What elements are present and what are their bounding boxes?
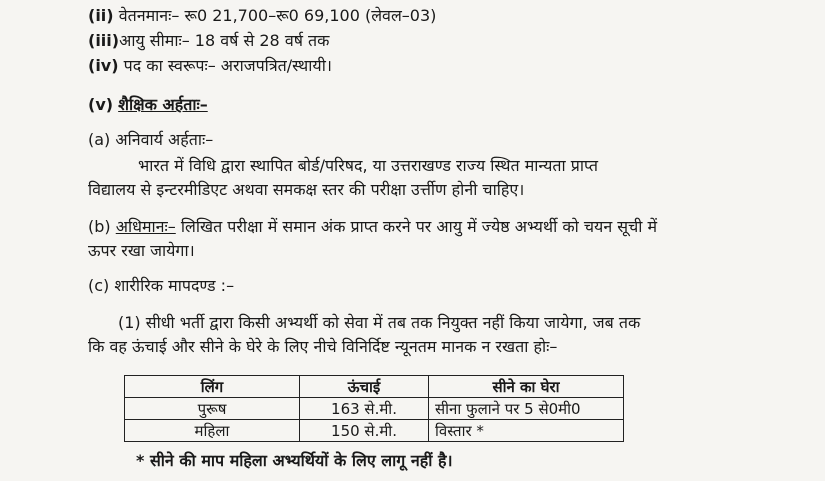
education-number: (v) <box>88 95 114 114</box>
preference-text-2: ऊपर रखा जायेगा। <box>88 241 195 260</box>
table-cell-gender: महिला <box>125 420 300 442</box>
education-label: शैक्षिक अर्हताः– <box>118 95 208 114</box>
table-cell-height: 150 से.मी. <box>300 420 429 442</box>
mandatory-qualification-label: (a) अनिवार्य अर्हताः– <box>88 130 214 149</box>
education-heading <box>88 95 208 115</box>
pay-scale-line <box>88 6 436 26</box>
physical-standard-text-2: कि वह ऊंचाई और सीने के घेरे के लिए नीचे विनिर्दिष्ट न्यूनतम मानक न रखता होः– <box>88 337 558 356</box>
preference-label: अधिमानः– <box>115 217 176 236</box>
physical-standards-table <box>124 375 624 442</box>
post-nature-label: पद का स्वरूपः– <box>123 56 216 75</box>
pay-scale-value: रू0 21,700–रू0 69,100 (लेवल–03) <box>184 6 437 25</box>
age-limit-line <box>88 31 329 51</box>
age-limit-value: 18 वर्ष से 28 वर्ष तक <box>194 31 330 50</box>
post-nature-value: अराजपत्रित/स्थायी। <box>220 56 332 75</box>
table-header-row <box>125 376 624 398</box>
table-header-chest: सीने का घेरा <box>429 376 624 398</box>
post-nature-number: (iv) <box>88 56 119 75</box>
preference-line <box>88 217 657 237</box>
table-cell-chest: सीना फुलाने पर 5 से0मी0 <box>429 398 624 420</box>
table-row <box>125 398 624 420</box>
age-limit-number: (iii) <box>88 31 120 50</box>
table-header-height: ऊंचाई <box>300 376 429 398</box>
physical-standard-label: (c) शारीरिक मापदण्ड :– <box>88 276 235 295</box>
table-footnote: * सीने की माप महिला अभ्यर्थियों के लिए लागू नहीं है। <box>136 451 453 470</box>
mandatory-qualification-text-2: विद्यालय से इन्टरमीडिएट अथवा समकक्ष स्तर की परीक्षा उर्त्तीण होनी चाहिए। <box>88 180 525 199</box>
pay-scale-label: वेतनमानः– <box>118 6 180 25</box>
table-row <box>125 420 624 442</box>
preference-prefix: (b) <box>88 217 111 236</box>
table-header-gender: लिंग <box>125 376 300 398</box>
table-cell-chest: विस्तार * <box>429 420 624 442</box>
table-cell-gender: पुरूष <box>125 398 300 420</box>
table-cell-height: 163 से.मी. <box>300 398 429 420</box>
age-limit-label: आयु सीमाः– <box>119 31 190 50</box>
physical-standard-text-1: (1) सीधी भर्ती द्वारा किसी अभ्यर्थी को सेवा में तब तक नियुक्त नहीं किया जायेगा, जब तक <box>118 313 641 332</box>
post-nature-line <box>88 56 332 76</box>
pay-scale-number: (ii) <box>88 6 114 25</box>
mandatory-qualification-text-1: भारत में विधि द्वारा स्थापित बोर्ड/परिषद, या उत्तराखण्ड राज्य स्थित मान्यता प्राप्त <box>138 156 599 175</box>
preference-text-1: लिखित परीक्षा में समान अंक प्राप्त करने पर आयु में ज्येष्ठ अभ्यर्थी को चयन सूची में <box>180 217 658 236</box>
